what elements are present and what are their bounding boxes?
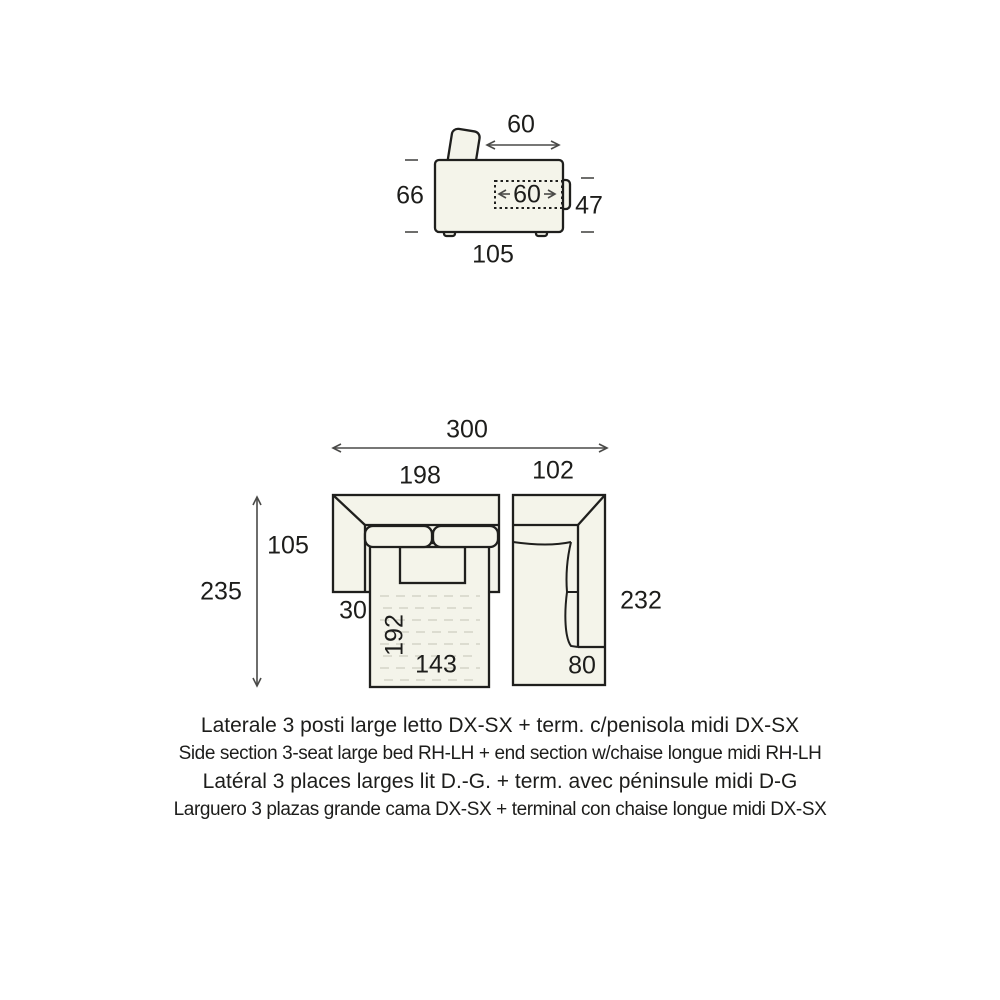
dim-plan-chaise-width: 80: [568, 651, 596, 680]
plan-bed-pillow: [400, 547, 465, 583]
plan-left-cushion-2: [433, 526, 498, 547]
dim-plan-bed-width: 143: [415, 650, 457, 679]
dimension-arrow-top-width: [487, 141, 559, 149]
caption-french: Latéral 3 places larges lit D.-G. + term. avec péninsule midi D-G: [202, 770, 798, 793]
caption-block: [0, 712, 1000, 824]
caption-italian: Laterale 3 posti large letto DX-SX + term. c/penisola midi DX-SX: [200, 714, 800, 737]
dim-plan-end-width: 102: [532, 456, 574, 485]
plan-left-cushion-1: [365, 526, 432, 547]
dim-plan-sofa-depth: 105: [267, 531, 309, 560]
caption-english: Side section 3-seat large bed RH-LH + end section w/chaise longue midi RH-LH: [178, 743, 822, 764]
caption-spanish: Larguero 3 plazas grande cama DX-SX + terminal con chaise longue midi DX-SX: [173, 799, 827, 820]
dim-side-seat-height: 47: [575, 191, 603, 220]
dim-side-height: 66: [396, 181, 424, 210]
side-view-sofa-outline: [435, 128, 570, 236]
dim-plan-bed-length: 192: [380, 614, 409, 656]
dimension-arrow-total-width: [333, 444, 607, 452]
dim-plan-end-depth: 232: [620, 586, 662, 615]
dim-plan-armrest-width: 30: [339, 596, 367, 625]
dim-plan-total-depth: 235: [200, 577, 242, 606]
side-body: [435, 160, 563, 232]
dim-side-top-width: 60: [507, 110, 535, 139]
dim-side-depth: 105: [472, 240, 514, 269]
dim-plan-left-width: 198: [399, 461, 441, 490]
dim-plan-total-width: 300: [446, 415, 488, 444]
dimension-arrow-total-depth: [253, 497, 261, 686]
dim-side-seat-depth: 60: [513, 180, 541, 209]
